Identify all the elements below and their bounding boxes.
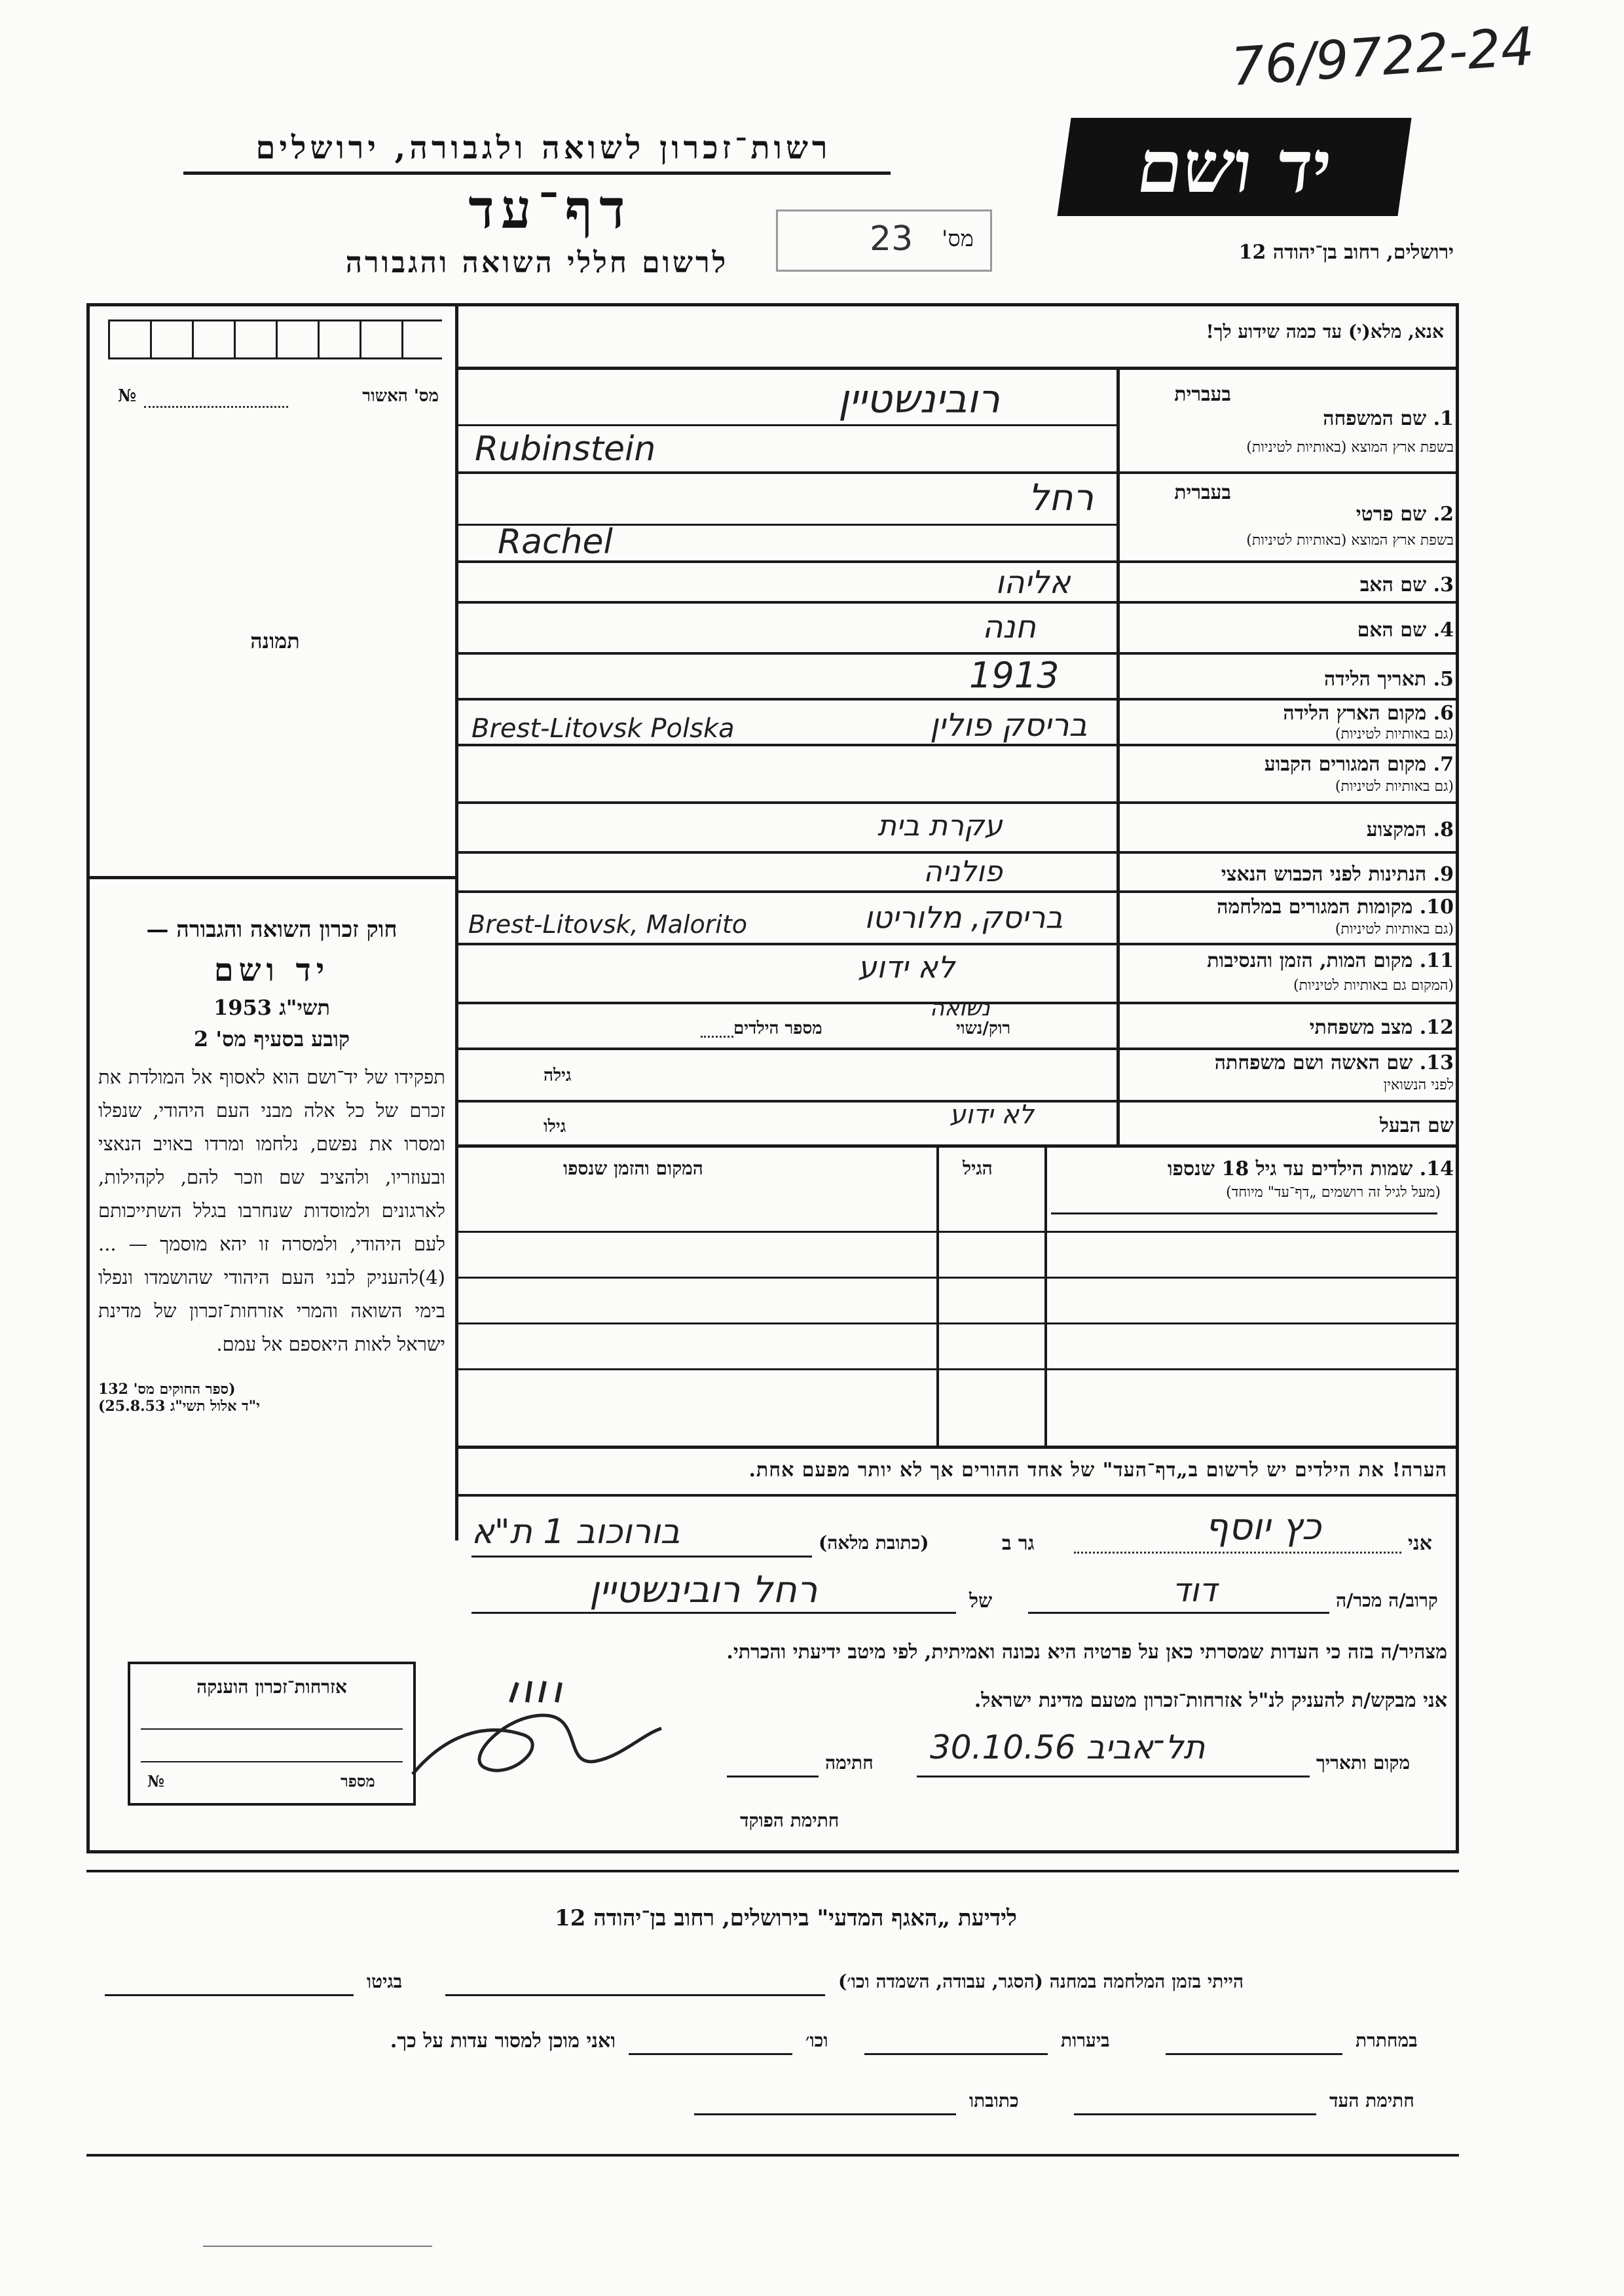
birthplace-hebrew-value: בריסק פולין <box>930 707 1088 744</box>
bottom-etc: וכו׳ <box>805 2030 828 2051</box>
field-residence-sub: (גם באותיות לטיניות) <box>1335 778 1454 795</box>
approval-label: מס' האשור <box>362 386 439 406</box>
father-name-value: אליהו <box>995 564 1071 601</box>
hebrew-tag-2: בעברית <box>1174 481 1231 504</box>
children-count-label: מספר הילדים <box>733 1019 822 1038</box>
children-label: 14. שמות הילדים עד גיל 18 שנספו <box>1167 1157 1454 1180</box>
form-number-value: 23 <box>870 219 913 259</box>
field-birthplace-sub: (גם באותיות לטיניות) <box>1335 726 1454 742</box>
field-mother-label: 4. שם האם <box>1357 619 1454 642</box>
husband-age-label: גילו <box>544 1117 566 1137</box>
law-name: יד ושם <box>213 952 330 989</box>
field-surname-label: 1. שם המשפחה <box>1323 407 1454 430</box>
field-birthplace-label: 6. מקום הארץ הלידה <box>1283 702 1454 725</box>
birthdate-value: 1913 <box>969 655 1060 696</box>
law-text: תפקידו של יד־ושם הוא לאסוף אל המולדת את זכרם של כל אלה מבני העם היהודי, שנפלו ומסרו את נפשם, נלחמו ומרדו באויב הנאצי ובעוזריו, ולהציב שם וזכר להם, לקהילות, לארגונים ולמוסדות שנחרבו בגלל השתייכותם לעם היהודי, ולמסרה זו יהא מוסמך — ...(4)להעניק לבני העם היהודי שהושמדו ונפלו בימי השואה והמרי אזרחות־זכרון של מדינת ישראל לאות היאספם אל עמם. <box>98 1066 445 1355</box>
logo-address: ירושלים, רחוב בן־יהודה 12 <box>1238 241 1454 264</box>
field-birthdate-label: 5. תאריך הלידה <box>1324 668 1454 691</box>
law-title: חוק זכרון השואה והגבורה — <box>146 917 397 943</box>
photo-label: תמונה <box>250 629 300 653</box>
bottom-testimony-ready: ואני מוכן למסור עדות על כך. <box>390 2030 616 2052</box>
citizenship-number-label: מספר <box>341 1772 375 1791</box>
field-wartime-residence-label: 10. מקומות המגורים במלחמה <box>1217 896 1454 919</box>
bottom-ghetto: בגיטו <box>367 1971 403 1992</box>
law-year: תשי"ג 1953 <box>213 995 330 1020</box>
approval-no: № <box>118 386 137 406</box>
authority-name: רשות־זכרון לשואה ולגבורה, ירושלים <box>255 130 832 166</box>
surname-latin-value: Rubinstein <box>475 429 656 469</box>
citizenship-no: № <box>147 1772 165 1791</box>
law-date: י"ד אלול תשי"ג 25.8.53) <box>98 1398 260 1415</box>
death-value: לא ידוע <box>858 949 955 985</box>
decl-of-value: רחל רובינשטיין <box>589 1569 818 1611</box>
decl-address-value: בורוכוב 1 ת"א <box>471 1512 680 1552</box>
law-source: (ספר החוקים מס' 132 <box>98 1381 236 1398</box>
citizenship-value: פולניה <box>923 855 1003 888</box>
husband-value: לא ידוע <box>950 1100 1034 1130</box>
law-panel <box>98 917 445 1415</box>
decl-relation-label: קרוב/ה מכר/ה <box>1336 1590 1438 1611</box>
field-death-label: 11. מקום המות, הזמן והנסיבות <box>1207 949 1454 972</box>
decl-request: אני מבקש/ת להעניק לנ"ל אזרחות־זכרון מטעם מדינת ישראל. <box>974 1689 1447 1712</box>
firstname-latin-value: Rachel <box>498 522 613 562</box>
decl-ani: אני <box>1408 1532 1432 1555</box>
children-age-header: הגיל <box>963 1157 993 1179</box>
wife-age-label: גילה <box>544 1066 572 1085</box>
law-clause: קובע בסעיף מס' 2 <box>193 1027 350 1051</box>
instruction: אנא, מלא(י) עד כמה שידוע לך! <box>1206 321 1444 342</box>
children-place-header: המקום והזמן שנספו <box>563 1157 703 1179</box>
decl-name-value: כץ יוסף <box>1205 1506 1321 1548</box>
bottom-underground: במחתרת <box>1356 2030 1418 2051</box>
bottom-line1: הייתי בזמן המלחמה במחנה (הסגר, עבודה, השמדה וכו׳) <box>838 1971 1244 1992</box>
archive-code: 76/9722-24 <box>1229 15 1536 98</box>
children-sub: (מעל לגיל זה רושמים „דף־עד" מיוחד) <box>1226 1184 1441 1201</box>
firstname-hebrew-value: רחל <box>1028 477 1094 519</box>
decl-gar: גר ב <box>1002 1532 1035 1555</box>
field-death-sub: (המקום גם באותיות לטיניות) <box>1293 977 1454 994</box>
form-subtitle: לרשום חללי השואה והגבורה <box>345 246 729 280</box>
field-residence-label: 7. מקום המגורים הקבוע <box>1264 753 1454 776</box>
husband-label: שם הבעל <box>1379 1114 1454 1137</box>
approval-digit-cells <box>108 319 442 359</box>
decl-address-label: (כתובת מלאה) <box>819 1532 929 1554</box>
field-surname-sub: בשפת ארץ המוצא (באותיות לטיניות) <box>1246 439 1454 456</box>
citizenship-granted-title: אזרחות־זכרון הוענקה <box>196 1676 347 1698</box>
form-number-prefix: מס' <box>942 226 974 252</box>
field-wartime-residence-sub: (גם באותיות לטיניות) <box>1335 921 1454 938</box>
decl-statement: מצהיר/ה בזה כי העדות שמסרתי כאן על פרטיה היא נכונה ואמיתית, לפי מיטב ידיעתי והכרתי. <box>726 1641 1447 1664</box>
signature-mark <box>406 1676 668 1807</box>
place-date-label: מקום ותאריך <box>1316 1752 1411 1774</box>
bottom-forests: ביערות <box>1061 2030 1110 2051</box>
field-father-label: 3. שם האב <box>1359 574 1454 596</box>
marital-options: רוק/נשוי <box>956 1019 1011 1038</box>
profession-value: עקרת בית <box>877 809 1003 843</box>
field-profession-label: 8. המקצוע <box>1366 818 1454 841</box>
hebrew-tag-1: בעברית <box>1174 383 1231 406</box>
bottom-address: כתובתו <box>969 2090 1019 2111</box>
sign-label: חתימה <box>825 1752 874 1774</box>
marital-value: נשואה <box>930 995 990 1021</box>
field-citizenship-label: 9. הנתינות לפני הכבוש הנאצי <box>1221 863 1454 886</box>
form-title: דף־עד <box>468 178 632 241</box>
yad-vashem-logo: יד ושם <box>1057 118 1411 216</box>
note-text: הערה! את הילדים יש לרשום ב„דף־העד" של אחד ההורים אך לא יותר מפעם אחת. <box>748 1459 1447 1482</box>
mother-name-value: חנה <box>982 609 1036 646</box>
place-date-value: תל־אביב 30.10.56 <box>930 1728 1206 1766</box>
officer-sign-label: חתימת הפוקד <box>740 1810 840 1831</box>
decl-of: של <box>969 1590 993 1613</box>
form-number-box <box>776 210 992 272</box>
surname-hebrew-value: רובינשטיין <box>838 376 1000 422</box>
field-firstname-sub: בשפת ארץ המוצא (באותיות לטיניות) <box>1246 532 1454 549</box>
bottom-witness-sign: חתימת העד <box>1329 2090 1414 2111</box>
wartime-residence-hebrew-value: בריסק, מלוריטו <box>864 900 1063 935</box>
field-marital-label: 12. מצב משפחתי <box>1309 1016 1454 1039</box>
field-wife-sub: לפני הנשואין <box>1383 1077 1454 1093</box>
field-firstname-label: 2. שם פרטי <box>1356 503 1454 526</box>
bottom-title: לידיעת „האגף המדעי" בירושלים, רחוב בן־יהודה 12 <box>555 1905 1017 1931</box>
wartime-residence-latin-value: Brest-Litovsk, Malorito <box>468 910 748 939</box>
birthplace-latin-value: Brest-Litovsk Polska <box>471 714 735 744</box>
decl-relation-value: דוד <box>1172 1571 1217 1609</box>
field-wife-label: 13. שם האשה ושם משפחתה <box>1214 1051 1454 1074</box>
